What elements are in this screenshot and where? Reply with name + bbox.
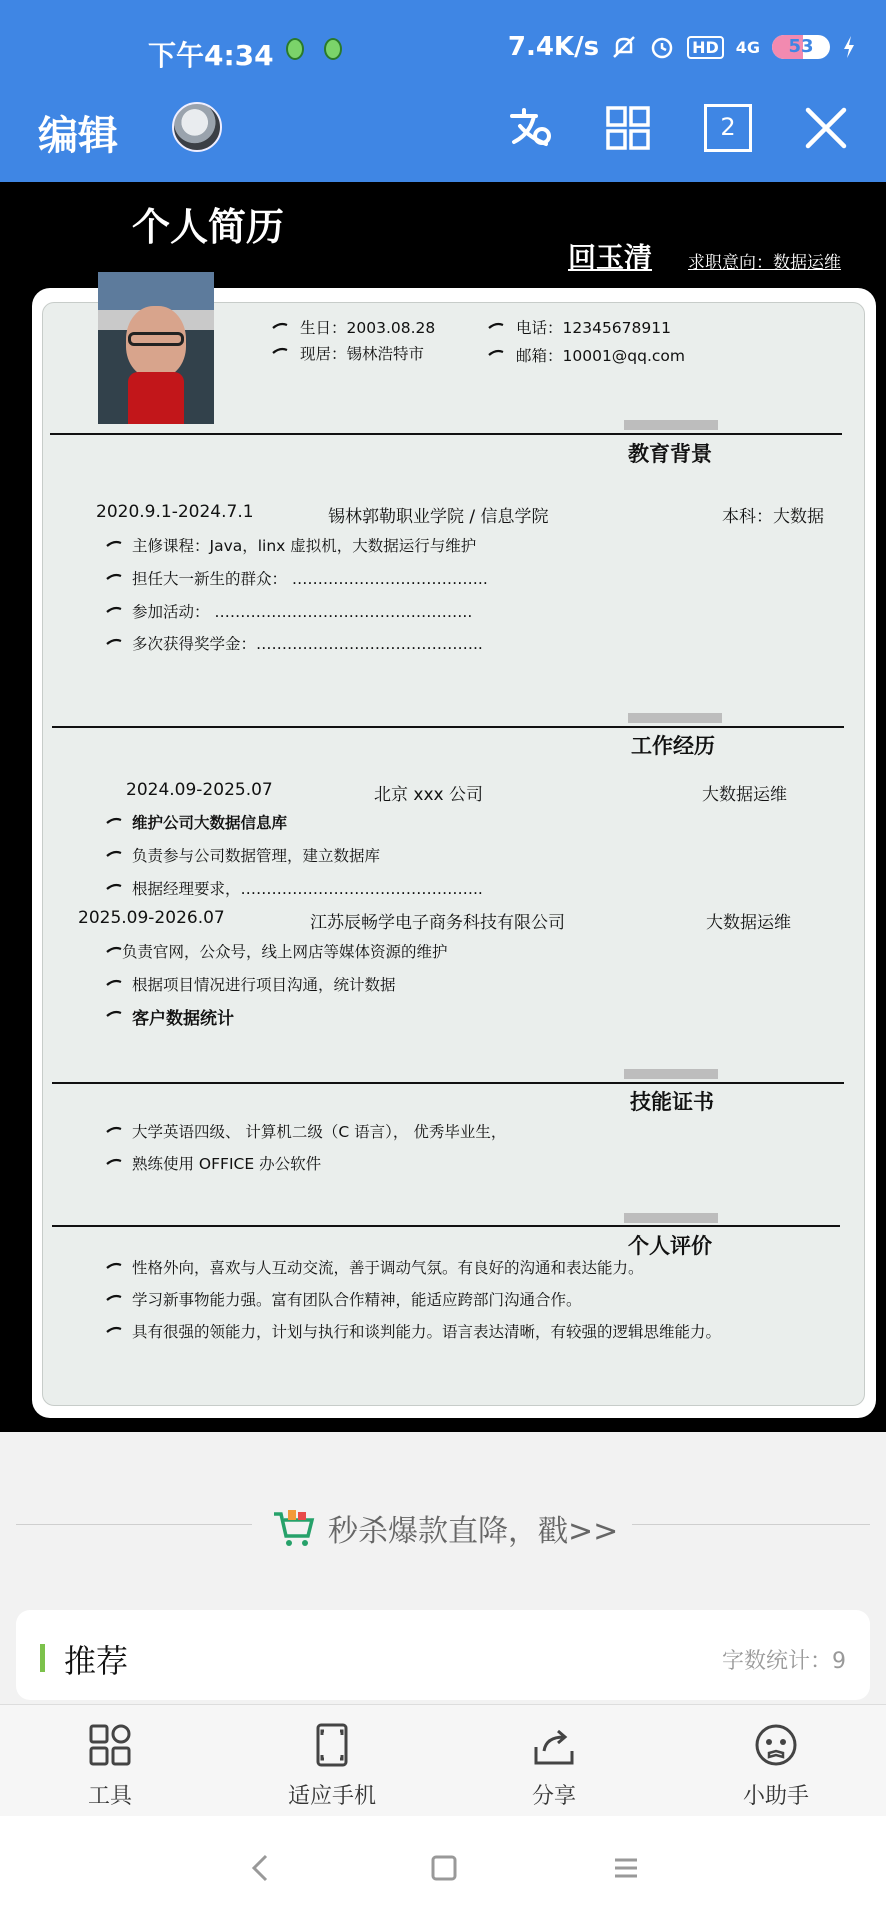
list-item: 性格外向，喜欢与人互动交流，善于调动气氛。有良好的沟通和表达能力。: [132, 1259, 644, 1277]
fit-phone-button[interactable]: [262, 1721, 402, 1810]
section-tab: [624, 1213, 718, 1223]
work-heading: 工作经历: [631, 734, 715, 758]
back-icon[interactable]: [244, 1850, 280, 1886]
list-item: 客户数据统计: [132, 1009, 234, 1029]
education-school: 锡林郭勒职业学院 / 信息学院: [328, 507, 549, 527]
cart-icon: [272, 1508, 316, 1548]
list-item: 主修课程：Java，linx 虚拟机，大数据运行与维护: [132, 537, 477, 555]
bullet-arrow-icon: [106, 606, 122, 614]
residence: 现居：锡林浩特市: [300, 345, 425, 363]
job-date: 2024.09-2025.07: [126, 780, 273, 800]
network-type: 4G: [735, 37, 760, 57]
share-icon: [530, 1721, 578, 1769]
battery-level: 53: [788, 36, 814, 57]
job-role: 大数据运维: [706, 913, 791, 933]
birthday: 生日：2003.08.28: [300, 319, 436, 337]
evaluation-heading: 个人评价: [628, 1234, 712, 1258]
promo-banner[interactable]: [0, 1500, 886, 1550]
profile-photo: [98, 272, 214, 424]
section-tab: [624, 420, 718, 430]
top-bar: [0, 0, 886, 182]
resume-title: 个人简历: [132, 205, 285, 249]
section-tab: [628, 713, 722, 723]
charging-icon: [842, 34, 856, 60]
bullet-arrow-icon: [488, 322, 504, 330]
list-item: 维护公司大数据信息库: [132, 814, 288, 832]
notification-icon: [324, 38, 342, 60]
share-button[interactable]: [484, 1721, 624, 1810]
section-divider: [52, 1082, 844, 1084]
fit-screen-icon: [308, 1721, 356, 1769]
job-intent: 求职意向：数据运维: [688, 253, 841, 273]
bullet-arrow-icon: [106, 1126, 122, 1134]
skills-heading: 技能证书: [630, 1090, 714, 1114]
menu-icon[interactable]: [608, 1850, 644, 1886]
close-icon[interactable]: [802, 104, 850, 152]
home-icon[interactable]: [426, 1850, 462, 1886]
pages-button[interactable]: 2: [704, 104, 752, 152]
system-nav-bar: [0, 1816, 886, 1920]
list-item: 多次获得奖学金：……………………………………..: [132, 635, 483, 653]
translate-icon[interactable]: [506, 104, 554, 152]
list-item: 负责参与公司数据管理，建立数据库: [132, 847, 381, 865]
alarm-icon: [649, 34, 675, 60]
share-label: 分享: [531, 1784, 576, 1809]
tools-icon: [86, 1721, 134, 1769]
assistant-icon: [752, 1721, 800, 1769]
bullet-arrow-icon: [106, 850, 122, 858]
list-item: 熟练使用 OFFICE 办公软件: [132, 1155, 322, 1173]
list-item: 担任大一新生的群众： ………………………………..: [132, 570, 488, 588]
bullet-arrow-icon: [272, 322, 288, 330]
section-divider: [52, 726, 844, 728]
bullet-arrow-icon: [106, 1010, 122, 1018]
recommend-title: 推荐: [64, 1642, 129, 1680]
avatar[interactable]: [172, 102, 222, 152]
education-heading: 教育背景: [628, 442, 712, 466]
list-item: 参加活动： …………………………………………..: [132, 603, 473, 621]
tools-button[interactable]: [40, 1721, 180, 1810]
bullet-arrow-icon: [106, 1294, 122, 1302]
job-date: 2025.09-2026.07: [78, 908, 225, 928]
job-company: 北京 xxx 公司: [374, 785, 483, 805]
tools-label: 工具: [87, 1784, 132, 1809]
hd-icon: HD: [687, 36, 724, 59]
email: 邮箱：10001@qq.com: [516, 347, 686, 365]
bullet-arrow-icon: [106, 1326, 122, 1334]
list-item: 大学英语四级、 计算机二级（C 语言）， 优秀毕业生，: [132, 1123, 507, 1141]
list-item: 根据项目情况进行项目沟通，统计数据: [132, 976, 396, 994]
list-item: 根据经理要求，………………………………………..: [132, 880, 483, 898]
status-time: 下午4:34: [148, 39, 274, 72]
promo-text[interactable]: 秒杀爆款直降，戳>>: [328, 1514, 619, 1549]
battery-icon: [772, 35, 830, 59]
phone: 电话：12345678911: [516, 319, 671, 337]
edit-title[interactable]: 编辑: [38, 113, 118, 159]
list-item: 具有很强的领能力，计划与执行和谈判能力。语言表达清晰，有较强的逻辑思维能力。: [132, 1323, 722, 1341]
recommend-accent: [40, 1644, 45, 1672]
job-role: 大数据运维: [702, 785, 787, 805]
word-count[interactable]: 字数统计：9: [722, 1649, 846, 1674]
bottom-toolbar: [0, 1704, 886, 1816]
fit-phone-label: 适应手机: [287, 1784, 376, 1809]
education-degree: 本科：大数据: [722, 507, 824, 527]
assistant-button[interactable]: [706, 1721, 846, 1810]
list-item: 学习新事物能力强。富有团队合作精神，能适应跨部门沟通合作。: [132, 1291, 582, 1309]
list-item: 负责官网，公众号，线上网店等媒体资源的维护: [122, 943, 448, 961]
section-tab: [624, 1069, 718, 1079]
network-speed: 7.4K/s: [507, 32, 600, 62]
bullet-arrow-icon: [106, 946, 122, 954]
section-divider: [50, 433, 842, 435]
section-divider: [52, 1225, 840, 1227]
bullet-arrow-icon: [106, 638, 122, 646]
assistant-label: 小助手: [742, 1784, 809, 1809]
bullet-arrow-icon: [106, 1262, 122, 1270]
notification-icon: [286, 38, 304, 60]
candidate-name: 回玉清: [568, 241, 653, 274]
bullet-arrow-icon: [106, 1158, 122, 1166]
bullet-arrow-icon: [106, 817, 122, 825]
bullet-arrow-icon: [106, 979, 122, 987]
education-date: 2020.9.1-2024.7.1: [96, 502, 254, 522]
bullet-arrow-icon: [488, 349, 504, 357]
bullet-arrow-icon: [272, 347, 288, 355]
bullet-arrow-icon: [106, 883, 122, 891]
bullet-arrow-icon: [106, 540, 122, 548]
grid-icon[interactable]: [604, 104, 652, 152]
status-indicators: [508, 32, 856, 62]
mute-bell-icon: [611, 34, 637, 60]
bullet-arrow-icon: [106, 573, 122, 581]
job-company: 江苏辰畅学电子商务科技有限公司: [310, 913, 565, 933]
